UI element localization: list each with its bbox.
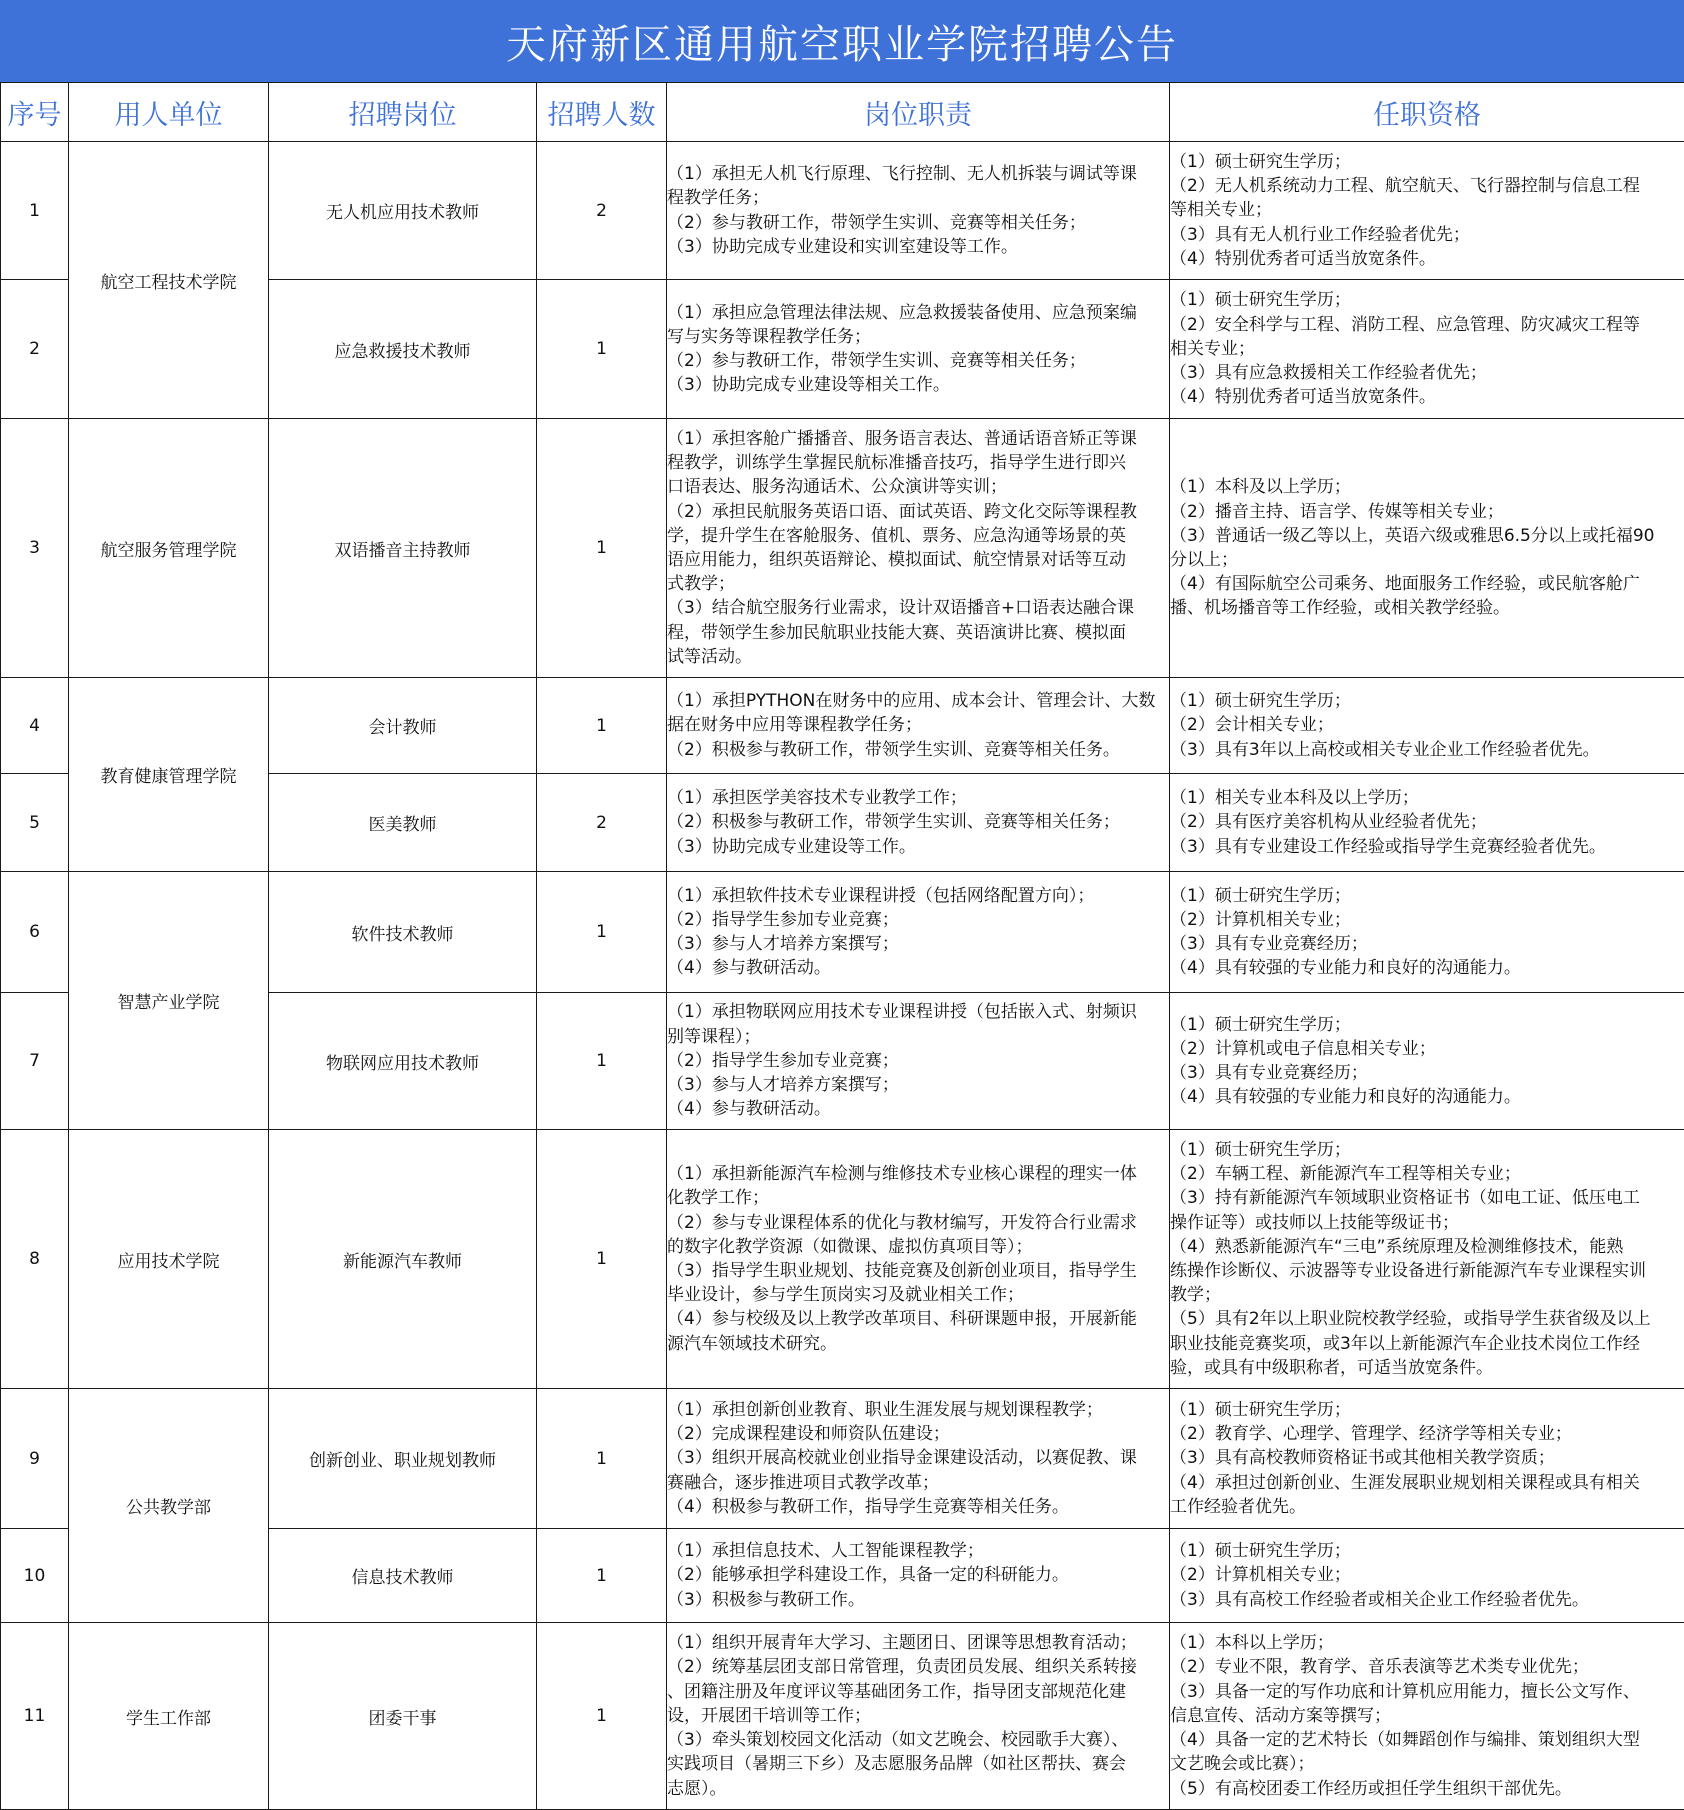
duty-line: 口语表达、服务沟通话术、公众演讲等实训；: [667, 475, 1169, 499]
job-position: 团委干事: [269, 1623, 537, 1810]
qualification-line: （5）有高校团委工作经历或担任学生组织干部优先。: [1170, 1777, 1684, 1801]
hire-count: 1: [537, 678, 667, 774]
employer-unit: 航空工程技术学院: [69, 142, 269, 419]
duty-line: 程教学任务；: [667, 186, 1169, 210]
hire-count: 1: [537, 1529, 667, 1623]
row-number: 11: [1, 1623, 69, 1810]
duty-line: （1）承担信息技术、人工智能课程教学；: [667, 1539, 1169, 1563]
qualification-line: （2）具有医疗美容机构从业经验者优先；: [1170, 810, 1684, 834]
qualification-line: 教学；: [1170, 1283, 1684, 1307]
duty-line: （2）统筹基层团支部日常管理，负责团员发展、组织关系转接: [667, 1655, 1169, 1679]
duty-line: （2）参与教研工作，带领学生实训、竞赛等相关任务；: [667, 349, 1169, 373]
qualification-line: （5）具有2年以上职业院校教学经验，或指导学生获省级及以上: [1170, 1307, 1684, 1331]
duty-line: 的数字化教学资源（如微课、虚拟仿真项目等）；: [667, 1235, 1169, 1259]
duty-line: 设，开展团干培训等工作；: [667, 1704, 1169, 1728]
qualification-line: （3）具有高校教师资格证书或其他相关教学资质；: [1170, 1446, 1684, 1470]
job-qualifications: [1170, 1389, 1684, 1529]
duty-line: （1）承担创新创业教育、职业生涯发展与规划课程教学；: [667, 1398, 1169, 1422]
hire-count: 1: [537, 1623, 667, 1810]
duty-line: （3）参与人才培养方案撰写；: [667, 1073, 1169, 1097]
qualification-line: （1）硕士研究生学历；: [1170, 150, 1684, 174]
job-position: 物联网应用技术教师: [269, 993, 537, 1130]
job-position: 无人机应用技术教师: [269, 142, 537, 280]
qualification-line: （2）教育学、心理学、管理学、经济学等相关专业；: [1170, 1422, 1684, 1446]
employer-unit: 应用技术学院: [69, 1130, 269, 1389]
job-qualifications: [1170, 678, 1684, 774]
employer-unit: 公共教学部: [69, 1389, 269, 1623]
qualification-line: （1）硕士研究生学历；: [1170, 884, 1684, 908]
qualification-line: 练操作诊断仪、示波器等专业设备进行新能源汽车专业课程实训: [1170, 1259, 1684, 1283]
employer-unit: 智慧产业学院: [69, 872, 269, 1130]
job-duties: [667, 1623, 1170, 1810]
qualification-line: （2）计算机相关专业；: [1170, 908, 1684, 932]
qualification-line: （4）具有较强的专业能力和良好的沟通能力。: [1170, 956, 1684, 980]
job-duties: [667, 993, 1170, 1130]
job-qualifications: [1170, 993, 1684, 1130]
job-qualifications: [1170, 280, 1684, 419]
job-qualifications: [1170, 142, 1684, 280]
duty-line: 式教学；: [667, 572, 1169, 596]
duty-line: （1）承担应急管理法律法规、应急救援装备使用、应急预案编: [667, 301, 1169, 325]
table-row: [1, 872, 1684, 993]
qualification-line: （3）具有高校工作经验者或相关企业工作经验者优先。: [1170, 1588, 1684, 1612]
duty-line: （1）承担物联网应用技术专业课程讲授（包括嵌入式、射频识: [667, 1000, 1169, 1024]
header-quals: 任职资格: [1170, 83, 1684, 142]
job-duties: [667, 1389, 1170, 1529]
job-position: 信息技术教师: [269, 1529, 537, 1623]
qualification-line: （2）安全科学与工程、消防工程、应急管理、防灾减灾工程等: [1170, 313, 1684, 337]
qualification-line: 信息宣传、活动方案等撰写；: [1170, 1704, 1684, 1728]
job-qualifications: [1170, 872, 1684, 993]
qualification-line: 职业技能竞赛奖项，或3年以上新能源汽车企业技术岗位工作经: [1170, 1332, 1684, 1356]
hire-count: 2: [537, 774, 667, 872]
duty-line: （3）积极参与教研工作。: [667, 1588, 1169, 1612]
duty-line: 实践项目（暑期三下乡）及志愿服务品牌（如社区帮扶、赛会: [667, 1752, 1169, 1776]
employer-unit: 教育健康管理学院: [69, 678, 269, 872]
qualification-line: （1）硕士研究生学历；: [1170, 1013, 1684, 1037]
job-qualifications: [1170, 1130, 1684, 1389]
duty-line: （3）协助完成专业建设等相关工作。: [667, 373, 1169, 397]
duty-line: （2）参与专业课程体系的优化与教材编写，开发符合行业需求: [667, 1211, 1169, 1235]
qualification-line: （1）硕士研究生学历；: [1170, 689, 1684, 713]
duty-line: （2）完成课程建设和师资队伍建设；: [667, 1422, 1169, 1446]
employer-unit: 航空服务管理学院: [69, 419, 269, 678]
duty-line: （1）承担无人机飞行原理、飞行控制、无人机拆装与调试等课: [667, 162, 1169, 186]
job-position: 软件技术教师: [269, 872, 537, 993]
duty-line: （2）承担民航服务英语口语、面试英语、跨文化交际等课程教: [667, 500, 1169, 524]
recruitment-table: [0, 82, 1684, 1810]
duty-line: （3）协助完成专业建设等工作。: [667, 835, 1169, 859]
qualification-line: （2）无人机系统动力工程、航空航天、飞行器控制与信息工程: [1170, 174, 1684, 198]
duty-line: （1）承担软件技术专业课程讲授（包括网络配置方向）；: [667, 884, 1169, 908]
row-number: 10: [1, 1529, 69, 1623]
row-number: 6: [1, 872, 69, 993]
job-position: 医美教师: [269, 774, 537, 872]
job-duties: [667, 280, 1170, 419]
duty-line: （3）结合航空服务行业需求，设计双语播音+口语表达融合课: [667, 596, 1169, 620]
qualification-line: （3）持有新能源汽车领域职业资格证书（如电工证、低压电工: [1170, 1186, 1684, 1210]
job-duties: [667, 678, 1170, 774]
job-position: 应急救援技术教师: [269, 280, 537, 419]
qualification-line: （4）具备一定的艺术特长（如舞蹈创作与编排、策划组织大型: [1170, 1728, 1684, 1752]
duty-line: （3）指导学生职业规划、技能竞赛及创新创业项目，指导学生: [667, 1259, 1169, 1283]
qualification-line: （3）具有3年以上高校或相关专业企业工作经验者优先。: [1170, 738, 1684, 762]
job-position: 创新创业、职业规划教师: [269, 1389, 537, 1529]
qualification-line: （2）会计相关专业；: [1170, 713, 1684, 737]
duty-line: （1）承担医学美容技术专业教学工作；: [667, 786, 1169, 810]
header-count: 招聘人数: [537, 83, 667, 142]
header-row: [1, 83, 1684, 142]
table-row: [1, 678, 1684, 774]
qualification-line: 相关专业；: [1170, 337, 1684, 361]
duty-line: （3）协助完成专业建设和实训室建设等工作。: [667, 235, 1169, 259]
qualification-line: （2）计算机或电子信息相关专业；: [1170, 1037, 1684, 1061]
table-row: [1, 142, 1684, 280]
job-position: 会计教师: [269, 678, 537, 774]
job-duties: [667, 419, 1170, 678]
job-position: 新能源汽车教师: [269, 1130, 537, 1389]
qualification-line: （4）特别优秀者可适当放宽条件。: [1170, 385, 1684, 409]
duty-line: （3）参与人才培养方案撰写；: [667, 932, 1169, 956]
qualification-line: 文艺晚会或比赛）；: [1170, 1752, 1684, 1776]
page-title: 天府新区通用航空职业学院招聘公告: [0, 0, 1684, 82]
duty-line: 据在财务中应用等课程教学任务；: [667, 713, 1169, 737]
qualification-line: （2）专业不限，教育学、音乐表演等艺术类专业优先；: [1170, 1655, 1684, 1679]
qualification-line: （1）硕士研究生学历；: [1170, 288, 1684, 312]
row-number: 9: [1, 1389, 69, 1529]
qualification-line: （3）具有应急救援相关工作经验者优先；: [1170, 361, 1684, 385]
qualification-line: （3）具备一定的写作功底和计算机应用能力，擅长公文写作、: [1170, 1680, 1684, 1704]
job-duties: [667, 142, 1170, 280]
job-position: 双语播音主持教师: [269, 419, 537, 678]
duty-line: （2）能够承担学科建设工作，具备一定的科研能力。: [667, 1563, 1169, 1587]
hire-count: 1: [537, 419, 667, 678]
duty-line: （2）积极参与教研工作，带领学生实训、竞赛等相关任务。: [667, 738, 1169, 762]
row-number: 4: [1, 678, 69, 774]
duty-line: （1）组织开展青年大学习、主题团日、团课等思想教育活动；: [667, 1631, 1169, 1655]
duty-line: （1）承担PYTHON在财务中的应用、成本会计、管理会计、大数: [667, 689, 1169, 713]
duty-line: （2）积极参与教研工作，带领学生实训、竞赛等相关任务；: [667, 810, 1169, 834]
qualification-line: 分以上；: [1170, 548, 1684, 572]
table-row: [1, 1130, 1684, 1389]
job-duties: [667, 1529, 1170, 1623]
header-no: 序号: [1, 83, 69, 142]
qualification-line: 播、机场播音等工作经验，或相关教学经验。: [1170, 596, 1684, 620]
hire-count: 1: [537, 993, 667, 1130]
job-duties: [667, 1130, 1170, 1389]
job-qualifications: [1170, 419, 1684, 678]
hire-count: 2: [537, 142, 667, 280]
qualification-line: （3）具有专业竞赛经历；: [1170, 932, 1684, 956]
duty-line: 写与实务等课程教学任务；: [667, 325, 1169, 349]
qualification-line: 验，或具有中级职称者，可适当放宽条件。: [1170, 1356, 1684, 1380]
qualification-line: （4）有国际航空公司乘务、地面服务工作经验，或民航客舱广: [1170, 572, 1684, 596]
header-position: 招聘岗位: [269, 83, 537, 142]
qualification-line: 等相关专业；: [1170, 198, 1684, 222]
row-number: 7: [1, 993, 69, 1130]
qualification-line: （4）特别优秀者可适当放宽条件。: [1170, 247, 1684, 271]
job-qualifications: [1170, 774, 1684, 872]
hire-count: 1: [537, 280, 667, 419]
qualification-line: （1）硕士研究生学历；: [1170, 1138, 1684, 1162]
qualification-line: （3）具有专业建设工作经验或指导学生竞赛经验者优先。: [1170, 835, 1684, 859]
duty-line: 程，带领学生参加民航职业技能大赛、英语演讲比赛、模拟面: [667, 621, 1169, 645]
qualification-line: （4）承担过创新创业、生涯发展职业规划相关课程或具有相关: [1170, 1471, 1684, 1495]
duty-line: 志愿）。: [667, 1777, 1169, 1801]
job-duties: [667, 872, 1170, 993]
qualification-line: （1）硕士研究生学历；: [1170, 1398, 1684, 1422]
table-row: [1, 1623, 1684, 1810]
table-row: [1, 1389, 1684, 1529]
qualification-line: （1）硕士研究生学历；: [1170, 1539, 1684, 1563]
duty-line: （2）指导学生参加专业竞赛；: [667, 1049, 1169, 1073]
header-duties: 岗位职责: [667, 83, 1170, 142]
job-qualifications: [1170, 1623, 1684, 1810]
qualification-line: （1）本科以上学历；: [1170, 1631, 1684, 1655]
employer-unit: 学生工作部: [69, 1623, 269, 1810]
qualification-line: （4）具有较强的专业能力和良好的沟通能力。: [1170, 1085, 1684, 1109]
table-row: [1, 419, 1684, 678]
qualification-line: （1）相关专业本科及以上学历；: [1170, 786, 1684, 810]
header-unit: 用人单位: [69, 83, 269, 142]
qualification-line: （2）播音主持、语言学、传媒等相关专业；: [1170, 500, 1684, 524]
duty-line: 别等课程）；: [667, 1025, 1169, 1049]
row-number: 8: [1, 1130, 69, 1389]
duty-line: （1）承担客舱广播播音、服务语言表达、普通话语音矫正等课: [667, 427, 1169, 451]
qualification-line: （1）本科及以上学历；: [1170, 475, 1684, 499]
duty-line: （4）参与教研活动。: [667, 956, 1169, 980]
hire-count: 1: [537, 1130, 667, 1389]
row-number: 2: [1, 280, 69, 419]
row-number: 3: [1, 419, 69, 678]
duty-line: （2）指导学生参加专业竞赛；: [667, 908, 1169, 932]
duty-line: （3）组织开展高校就业创业指导金课建设活动，以赛促教、课: [667, 1446, 1169, 1470]
hire-count: 1: [537, 872, 667, 993]
row-number: 5: [1, 774, 69, 872]
qualification-line: （2）车辆工程、新能源汽车工程等相关专业；: [1170, 1162, 1684, 1186]
qualification-line: 操作证等）或技师以上技能等级证书；: [1170, 1211, 1684, 1235]
qualification-line: （4）熟悉新能源汽车“三电”系统原理及检测维修技术，能熟: [1170, 1235, 1684, 1259]
row-number: 1: [1, 142, 69, 280]
duty-line: 语应用能力，组织英语辩论、模拟面试、航空情景对话等互动: [667, 548, 1169, 572]
duty-line: 程教学，训练学生掌握民航标准播音技巧，指导学生进行即兴: [667, 451, 1169, 475]
qualification-line: （3）具有无人机行业工作经验者优先；: [1170, 223, 1684, 247]
duty-line: （1）承担新能源汽车检测与维修技术专业核心课程的理实一体: [667, 1162, 1169, 1186]
qualification-line: （3）普通话一级乙等以上，英语六级或雅思6.5分以上或托福90: [1170, 524, 1684, 548]
qualification-line: 工作经验者优先。: [1170, 1495, 1684, 1519]
duty-line: （2）参与教研工作，带领学生实训、竞赛等相关任务；: [667, 211, 1169, 235]
duty-line: （4）参与教研活动。: [667, 1097, 1169, 1121]
hire-count: 1: [537, 1389, 667, 1529]
duty-line: （3）牵头策划校园文化活动（如文艺晚会、校园歌手大赛）、: [667, 1728, 1169, 1752]
qualification-line: （3）具有专业竞赛经历；: [1170, 1061, 1684, 1085]
duty-line: 试等活动。: [667, 645, 1169, 669]
duty-line: 、团籍注册及年度评议等基础团务工作，指导团支部规范化建: [667, 1680, 1169, 1704]
duty-line: 学，提升学生在客舱服务、值机、票务、应急沟通等场景的英: [667, 524, 1169, 548]
qualification-line: （2）计算机相关专业；: [1170, 1563, 1684, 1587]
job-qualifications: [1170, 1529, 1684, 1623]
duty-line: 源汽车领域技术研究。: [667, 1332, 1169, 1356]
job-duties: [667, 774, 1170, 872]
duty-line: （4）参与校级及以上教学改革项目、科研课题申报，开展新能: [667, 1307, 1169, 1331]
duty-line: 赛融合，逐步推进项目式教学改革；: [667, 1471, 1169, 1495]
duty-line: 化教学工作；: [667, 1186, 1169, 1210]
duty-line: 毕业设计，参与学生顶岗实习及就业相关工作；: [667, 1283, 1169, 1307]
duty-line: （4）积极参与教研工作，指导学生竞赛等相关任务。: [667, 1495, 1169, 1519]
